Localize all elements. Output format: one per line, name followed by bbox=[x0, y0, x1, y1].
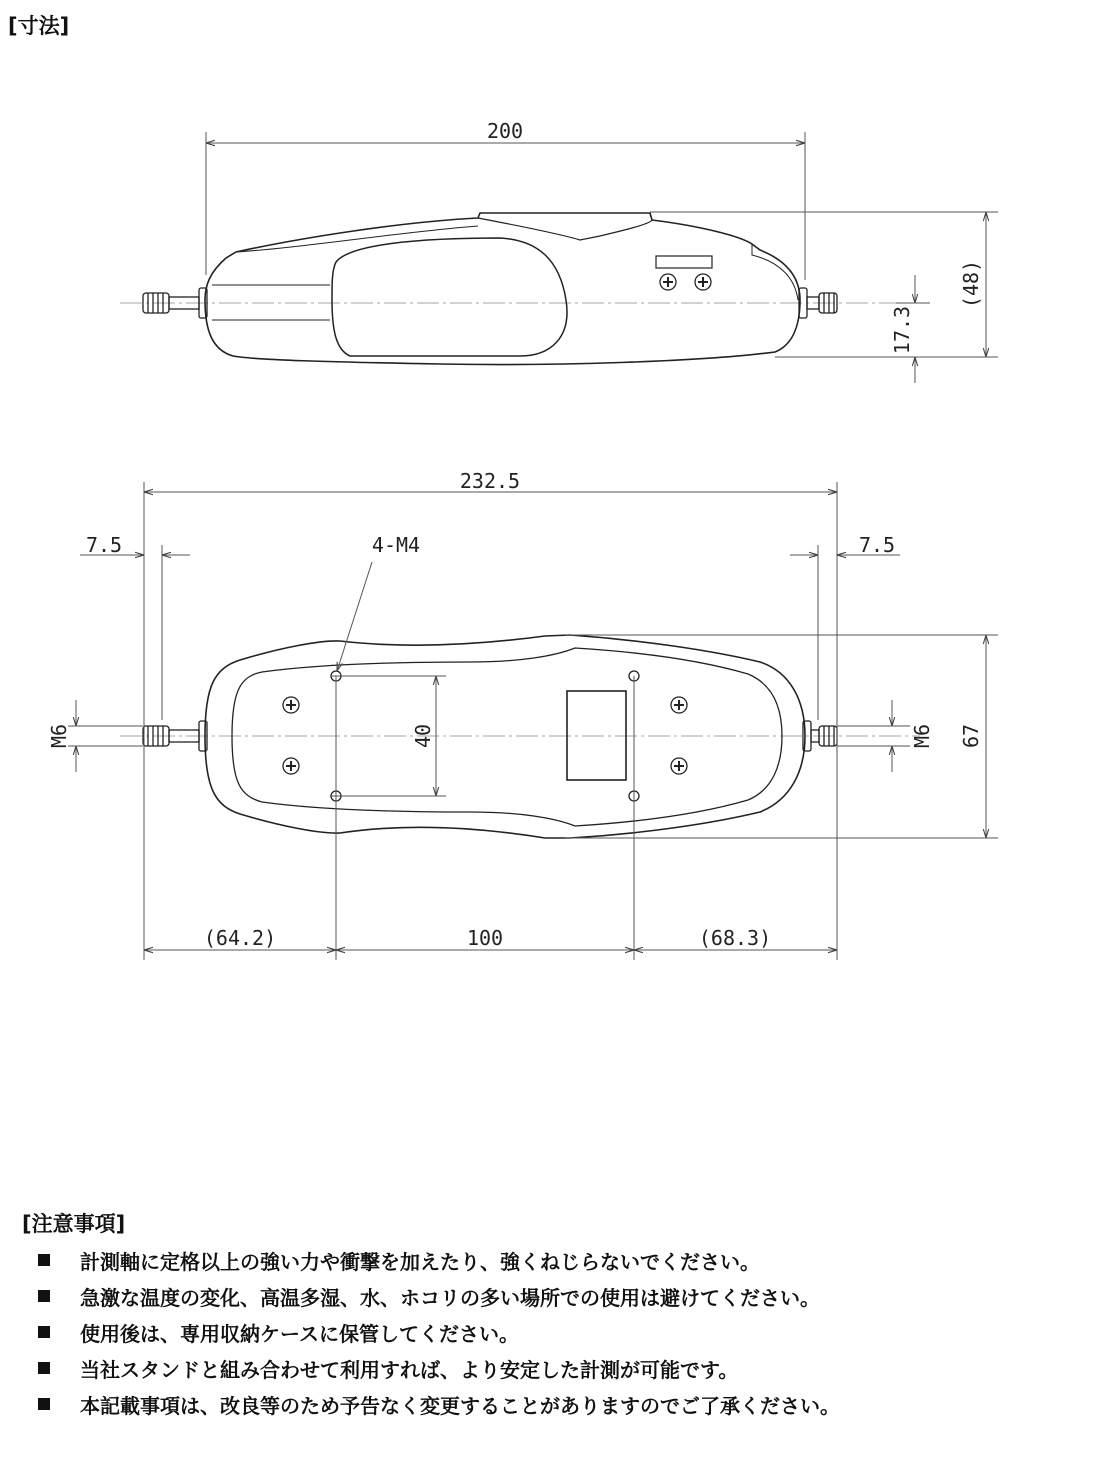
notes-list bbox=[38, 1242, 840, 1422]
note-item bbox=[38, 1314, 840, 1350]
dim-thread-right: M6 bbox=[910, 723, 934, 749]
dim-hole-callout: 4-M4 bbox=[371, 533, 421, 557]
dim-offset-right: 7.5 bbox=[858, 533, 896, 557]
note-text: 当社スタンドと組み合わせて利用すれば、より安定した計測が可能です。 bbox=[80, 1357, 739, 1382]
top-screw bbox=[283, 758, 299, 774]
notes-heading: [注意事項] bbox=[22, 1212, 126, 1236]
bullet-square-icon bbox=[38, 1290, 50, 1302]
side-body-outline bbox=[205, 213, 800, 365]
dim-hole-pitch: 40 bbox=[411, 723, 435, 749]
dim-segment-right: (68.3) bbox=[698, 926, 772, 950]
note-item bbox=[38, 1386, 840, 1422]
note-item bbox=[38, 1350, 840, 1386]
note-text: 計測軸に定格以上の強い力や衝撃を加えたり、強くねじらないでください。 bbox=[80, 1249, 760, 1274]
top-screw bbox=[671, 758, 687, 774]
dim-side-height: (48) bbox=[959, 259, 983, 309]
note-item bbox=[38, 1278, 840, 1314]
bullet-square-icon bbox=[38, 1362, 50, 1374]
note-item bbox=[38, 1242, 840, 1278]
top-body-inner bbox=[232, 648, 782, 826]
bullet-square-icon bbox=[38, 1254, 50, 1266]
dim-segment-mid: 100 bbox=[466, 926, 504, 950]
side-screw-right bbox=[695, 274, 711, 290]
dim-axis-height: 17.3 bbox=[890, 305, 914, 355]
dim-side-length: 200 bbox=[486, 119, 524, 143]
side-screw-left bbox=[660, 274, 676, 290]
top-view bbox=[120, 635, 920, 838]
dim-width: 67 bbox=[959, 723, 983, 749]
note-text: 使用後は、専用収納ケースに保管してください。 bbox=[80, 1321, 519, 1346]
side-view bbox=[120, 213, 930, 365]
note-text: 本記載事項は、改良等のため予告なく変更することがありますのでご了承ください。 bbox=[80, 1393, 840, 1418]
dim-thread-left: M6 bbox=[47, 723, 71, 749]
bullet-square-icon bbox=[38, 1326, 50, 1338]
side-cover-plate bbox=[656, 256, 712, 268]
side-dimension-lines bbox=[206, 132, 998, 383]
dim-segment-left: (64.2) bbox=[203, 926, 277, 950]
bullet-square-icon bbox=[38, 1398, 50, 1410]
dimensions-heading: [寸法] bbox=[8, 14, 70, 38]
side-window bbox=[332, 238, 567, 356]
top-screw bbox=[671, 697, 687, 713]
top-screw bbox=[283, 697, 299, 713]
dim-offset-left: 7.5 bbox=[85, 533, 123, 557]
dim-total-length: 232.5 bbox=[459, 469, 521, 493]
note-text: 急激な温度の変化、高温多湿、水、ホコリの多い場所での使用は避けてください。 bbox=[80, 1285, 820, 1310]
top-display-window bbox=[567, 691, 626, 780]
